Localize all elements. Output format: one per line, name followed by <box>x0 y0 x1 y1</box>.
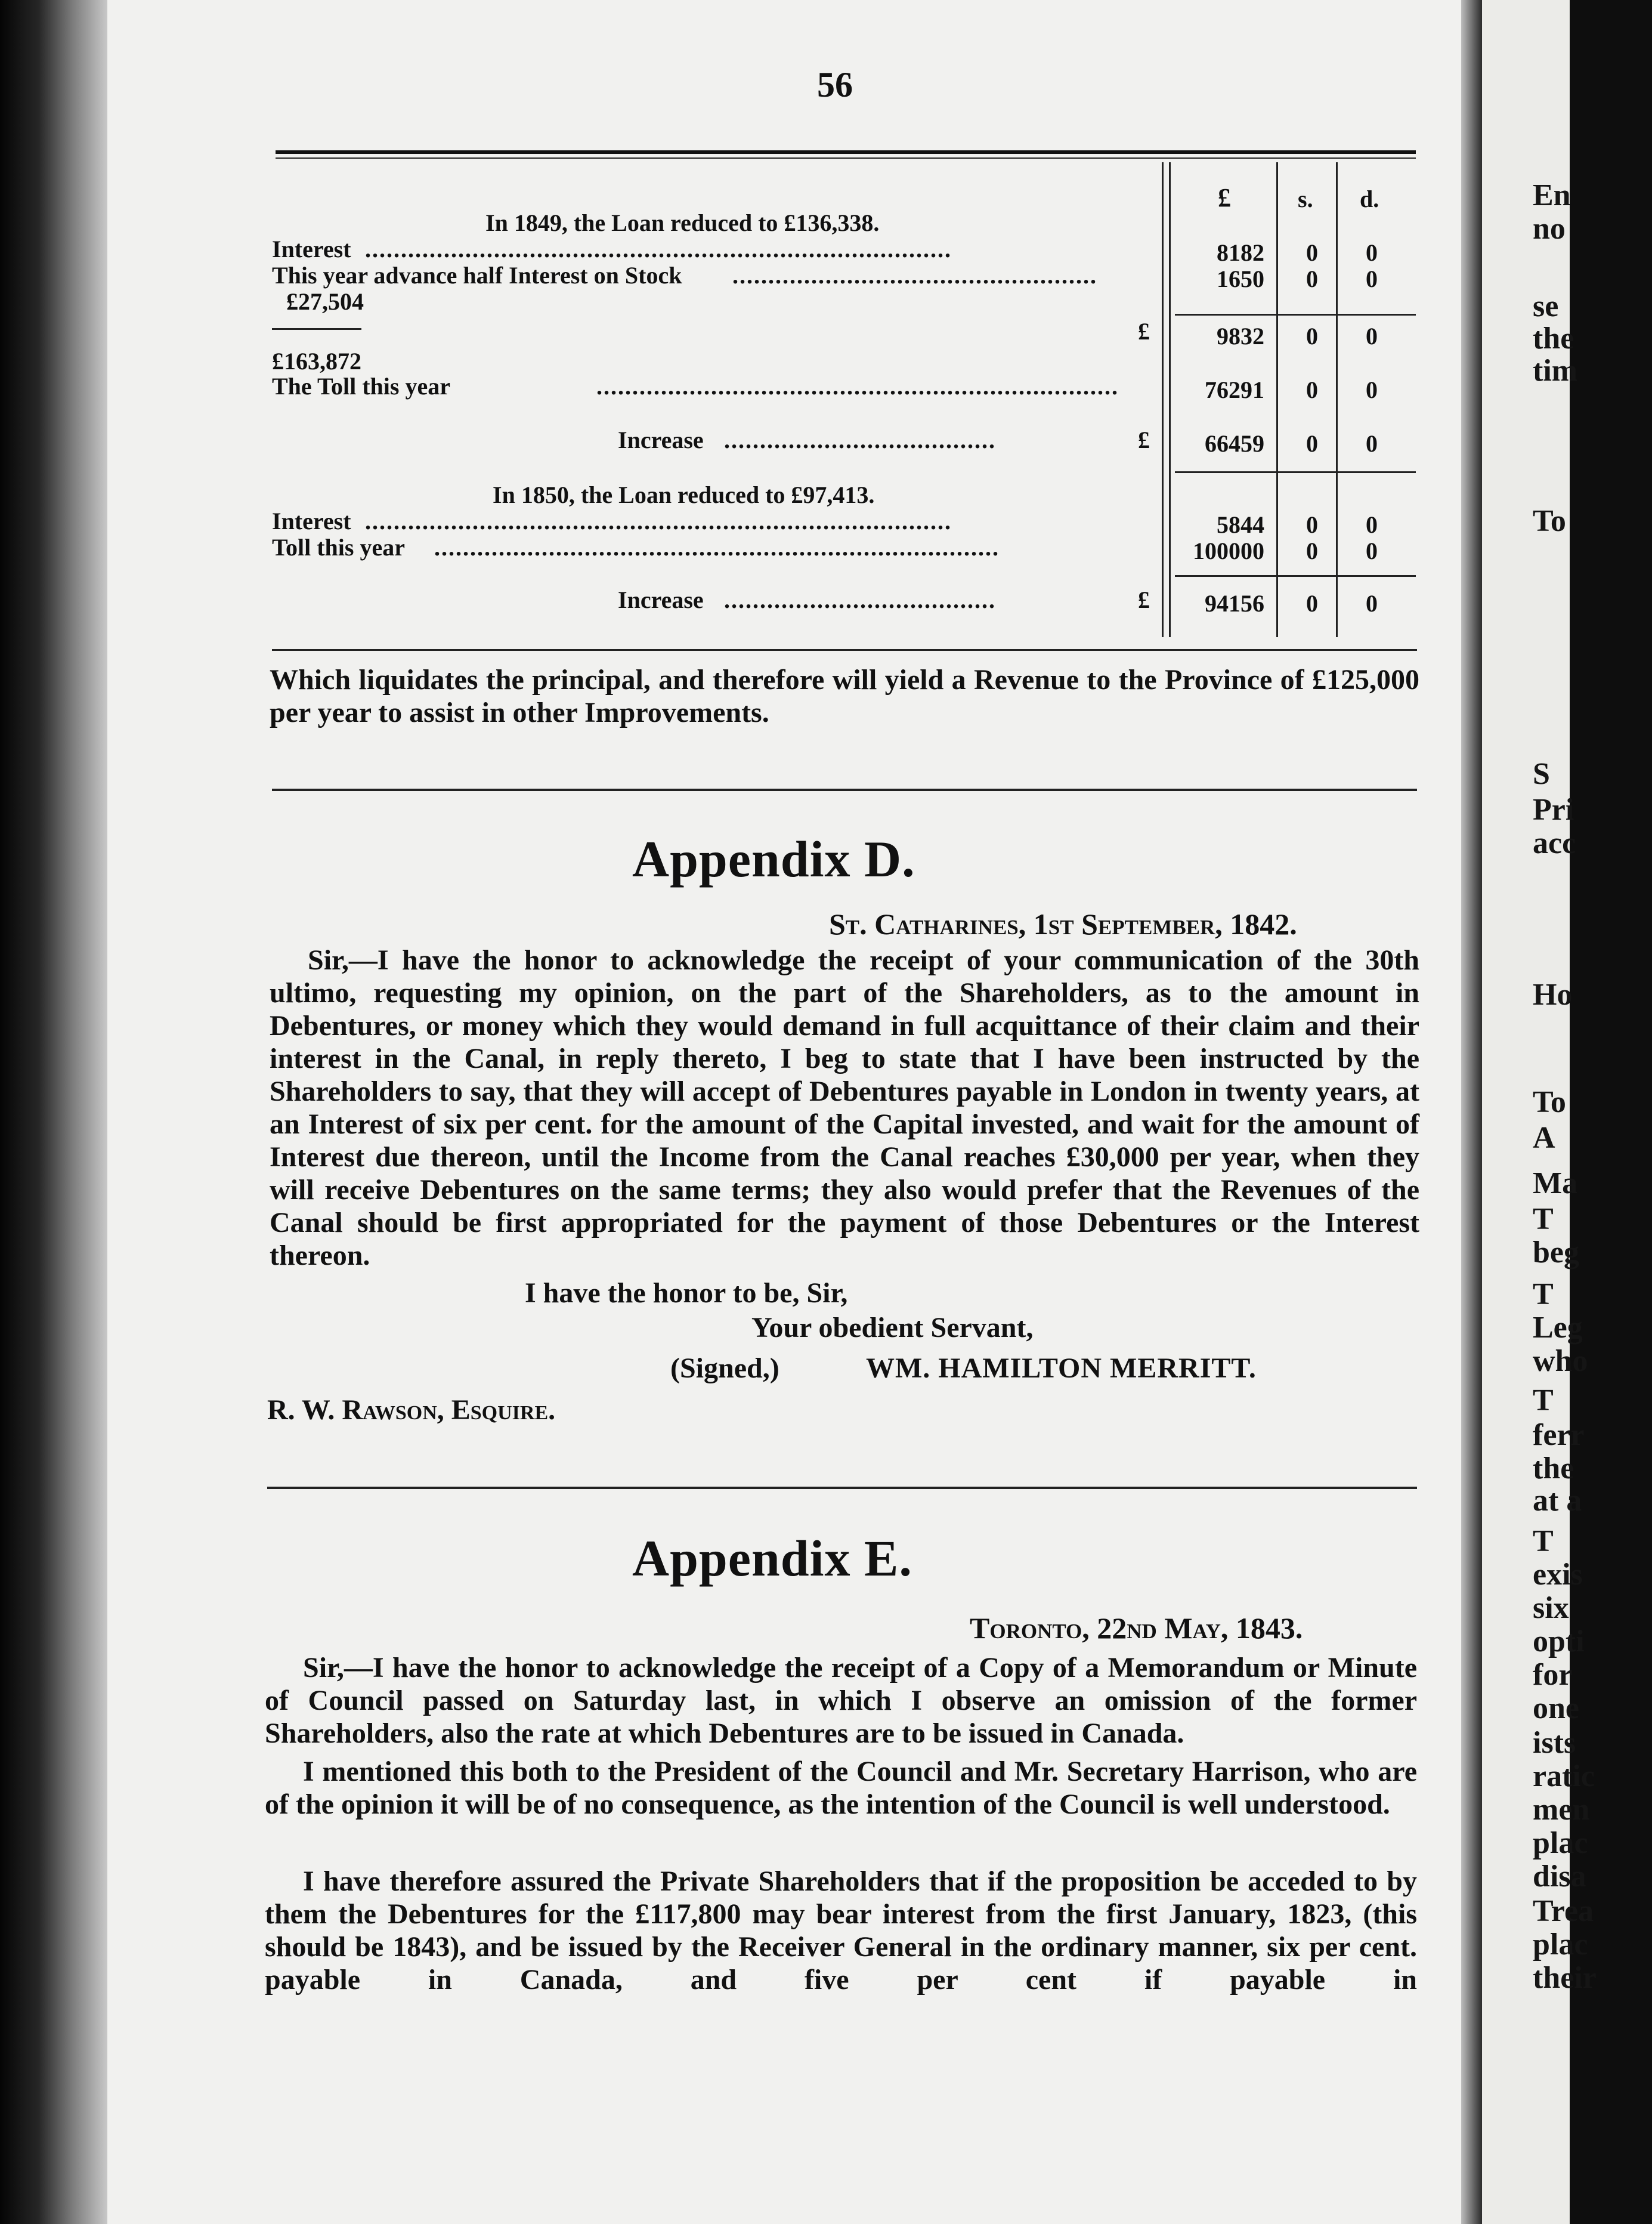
table-cell-pounds: 8182 <box>1217 239 1264 266</box>
appendix-d-place-date: St. Catharines, 1st September, 1842. <box>829 907 1297 941</box>
facing-page-text-fragment: Leg <box>1533 1311 1583 1345</box>
table-cell-pence: 0 <box>1366 265 1378 292</box>
facing-page-text-fragment: exis <box>1533 1558 1583 1592</box>
facing-page-text-fragment: no <box>1533 212 1566 246</box>
section-divider <box>267 1487 1417 1489</box>
table-increase-label: Increase <box>618 586 704 613</box>
table-cell-pounds: 9832 <box>1217 323 1264 350</box>
margin-note-rule <box>272 328 361 330</box>
table-section-heading: In 1849, the Loan reduced to £136,338. <box>485 209 880 236</box>
table-cell-shillings: 0 <box>1306 376 1318 403</box>
table-row-leader-dots: ...................................... <box>724 586 996 613</box>
facing-page-text-fragment: men <box>1533 1793 1590 1827</box>
facing-page-text-fragment: se <box>1533 289 1559 323</box>
facing-page-text-fragment: T <box>1533 1277 1554 1311</box>
table-cell-pence: 0 <box>1366 590 1378 617</box>
table-cell-shillings: 0 <box>1306 538 1318 564</box>
table-top-rule <box>276 150 1416 154</box>
appendix-e-paragraph-1: Sir,—I have the honor to acknowledge the receipt of a Copy of a Memorandum or Minute of Council passed on Saturday last, in which I observe an omission of the former Shareholders, also the rate at which Debentures are to be issued in Canada. <box>265 1652 1417 1749</box>
table-cell-pounds: 5844 <box>1217 511 1264 538</box>
table-increase-label: Increase <box>618 427 704 453</box>
table-top-rule-thin <box>276 157 1416 159</box>
table-row-label: This year advance half Interest on Stock <box>272 262 682 289</box>
table-row-label: The Toll this year <box>272 373 450 400</box>
table-cell-pence: 0 <box>1366 323 1378 350</box>
subtotal-rule <box>1175 575 1416 577</box>
facing-page-text-fragment: En <box>1533 178 1571 212</box>
facing-page-text-fragment: Ma <box>1533 1166 1578 1200</box>
table-cell-pence: 0 <box>1366 430 1378 457</box>
facing-page-text-fragment: tim <box>1533 354 1578 388</box>
table-row-label: Toll this year <box>272 534 405 561</box>
appendix-d-addressee: R. W. Rawson, Esquire. <box>267 1394 556 1426</box>
appendix-d-signed-label: (Signed,) <box>670 1352 779 1384</box>
table-row-leader-dots: ...................................... <box>724 427 996 453</box>
table-cell-pounds: 1650 <box>1217 265 1264 292</box>
facing-page-text-fragment: ferr <box>1533 1418 1585 1452</box>
table-cell-shillings: 0 <box>1306 323 1318 350</box>
table-cell-pence: 0 <box>1366 376 1378 403</box>
table-total-symbol: £ <box>1138 586 1150 613</box>
facing-page-text-fragment: plac <box>1533 1928 1588 1962</box>
appendix-d-letter-body: Sir,—I have the honor to acknowledge the receipt of your communication of the 30th ultimo, requesting my opinion, on the part of the Shareholders, as to the amount in Debentures, or money which they would demand in full acquittance of their claim and their interest in the Canal, in reply thereto, I beg to state that I have been instructed by the Shareholders to say, that they will accept of Debentures payable in London in twenty years, at an Interest of six per cent. for the amount of the Capital invested, and wait for the amount of Interest due thereon, until the Income from the Canal reaches £30,000 per year, when they will receive Debentures on the same terms; they also would prefer that the Revenues of the Canal should be first appropriated for the payment of those Debentures or the Interest thereon. <box>270 944 1419 1271</box>
subtotal-rule <box>1175 314 1416 316</box>
table-margin-note: £27,504 <box>286 288 364 315</box>
facing-page-text-fragment: their <box>1533 1961 1597 1995</box>
facing-page-text-fragment: plac <box>1533 1826 1588 1860</box>
facing-page-text-fragment: the <box>1533 1451 1574 1485</box>
table-cell-shillings: 0 <box>1306 265 1318 292</box>
facing-page-text-fragment: acc <box>1533 826 1576 860</box>
book-page <box>107 0 1461 2224</box>
appendix-d-signature: WM. HAMILTON MERRITT. <box>866 1352 1257 1384</box>
facing-page-text-fragment: A <box>1533 1121 1555 1155</box>
appendix-e-paragraph-3: I have therefore assured the Private Shareholders that if the proposition be acceded to by them the Debentures for the £117,800 may bear interest from the first January, 1823, (this should be 1843), and be issued by the Receiver General in the ordinary manner, six per cent. payable in Canada, and five per cent if payable in <box>265 1865 1417 1996</box>
column-header-pence: d. <box>1360 186 1379 212</box>
facing-page-text-fragment: Pri <box>1533 793 1574 827</box>
table-cell-pence: 0 <box>1366 239 1378 266</box>
table-row-leader-dots: ............................................................................... <box>434 534 1000 561</box>
appendix-d-title: Appendix D. <box>632 830 915 888</box>
table-cell-shillings: 0 <box>1306 239 1318 266</box>
appendix-e-title: Appendix E. <box>632 1530 912 1587</box>
column-header-shillings: s. <box>1298 186 1313 212</box>
book-binding-shadow <box>0 0 110 2224</box>
table-row-label: Interest <box>272 508 351 535</box>
section-rule <box>1175 471 1416 473</box>
facing-page-text-fragment: Trea <box>1533 1894 1594 1928</box>
facing-page-text-fragment: at a <box>1533 1484 1582 1518</box>
facing-page-text-fragment: S <box>1533 757 1550 791</box>
facing-page-text-fragment: To <box>1533 1085 1566 1119</box>
table-cell-pounds: 100000 <box>1193 538 1264 564</box>
table-row-leader-dots: ................................................... <box>732 262 1097 289</box>
appendix-e-paragraph-2: I mentioned this both to the President of the Council and Mr. Secretary Harrison, who are of the opinion it will be of no consequence, as the intention of the Council is well understood. <box>265 1756 1417 1820</box>
table-cell-shillings: 0 <box>1306 511 1318 538</box>
facing-page-text-fragment: disa <box>1533 1859 1586 1894</box>
facing-page-text-fragment: T <box>1533 1202 1554 1236</box>
table-total-symbol: £ <box>1138 427 1150 453</box>
facing-page-text-fragment: Ho <box>1533 978 1573 1012</box>
facing-page-edge <box>1482 0 1597 2224</box>
table-row-leader-dots: .................................................................................. <box>365 508 952 535</box>
table-column-rule <box>1169 162 1171 637</box>
appendix-d-closing: I have the honor to be, Sir, <box>525 1277 848 1309</box>
table-margin-note: £163,872 <box>272 348 361 375</box>
table-row-leader-dots: ......................................................................... <box>596 373 1119 400</box>
page-gutter-shadow <box>1461 0 1482 2224</box>
table-cell-pounds: 76291 <box>1205 376 1264 403</box>
page-number: 56 <box>817 65 853 104</box>
table-cell-pounds: 66459 <box>1205 430 1264 457</box>
facing-page-text-fragment: opti <box>1533 1624 1585 1658</box>
appendix-d-closing-servant: Your obedient Servant, <box>751 1312 1034 1343</box>
facing-page-text-fragment: To <box>1533 504 1566 538</box>
appendix-e-place-date: Toronto, 22nd May, 1843. <box>970 1611 1303 1645</box>
table-cell-pounds: 94156 <box>1205 590 1264 617</box>
table-cell-pence: 0 <box>1366 538 1378 564</box>
facing-page-text-fragment: for <box>1533 1658 1573 1692</box>
facing-page-text-fragment: ists <box>1533 1726 1576 1760</box>
table-column-rule <box>1162 162 1164 637</box>
table-column-rule <box>1276 162 1278 637</box>
facing-page-text-fragment: T <box>1533 1383 1554 1417</box>
summary-paragraph: Which liquidates the principal, and therefore will yield a Revenue to the Province of £125,000 per year to assist in other Improvements. <box>270 664 1419 728</box>
facing-page-text-fragment: T <box>1533 1524 1554 1558</box>
table-row-leader-dots: .................................................................................. <box>365 236 952 262</box>
table-total-symbol: £ <box>1138 318 1150 345</box>
facing-page-text-fragment: one <box>1533 1691 1579 1725</box>
table-bottom-rule <box>272 649 1417 651</box>
table-cell-shillings: 0 <box>1306 430 1318 457</box>
facing-page-text-fragment: who <box>1533 1344 1588 1378</box>
facing-page-text-fragment: the <box>1533 322 1574 356</box>
facing-page-text-fragment: ratic <box>1533 1759 1595 1793</box>
table-cell-shillings: 0 <box>1306 590 1318 617</box>
facing-page-text-fragment: beg <box>1533 1235 1579 1269</box>
section-divider <box>272 789 1417 791</box>
table-section-heading: In 1850, the Loan reduced to £97,413. <box>493 481 875 508</box>
facing-page-text-fragment: six <box>1533 1591 1569 1625</box>
table-column-rule <box>1336 162 1338 637</box>
table-cell-pence: 0 <box>1366 511 1378 538</box>
column-header-pounds: £ <box>1218 183 1231 212</box>
table-row-label: Interest <box>272 236 351 262</box>
